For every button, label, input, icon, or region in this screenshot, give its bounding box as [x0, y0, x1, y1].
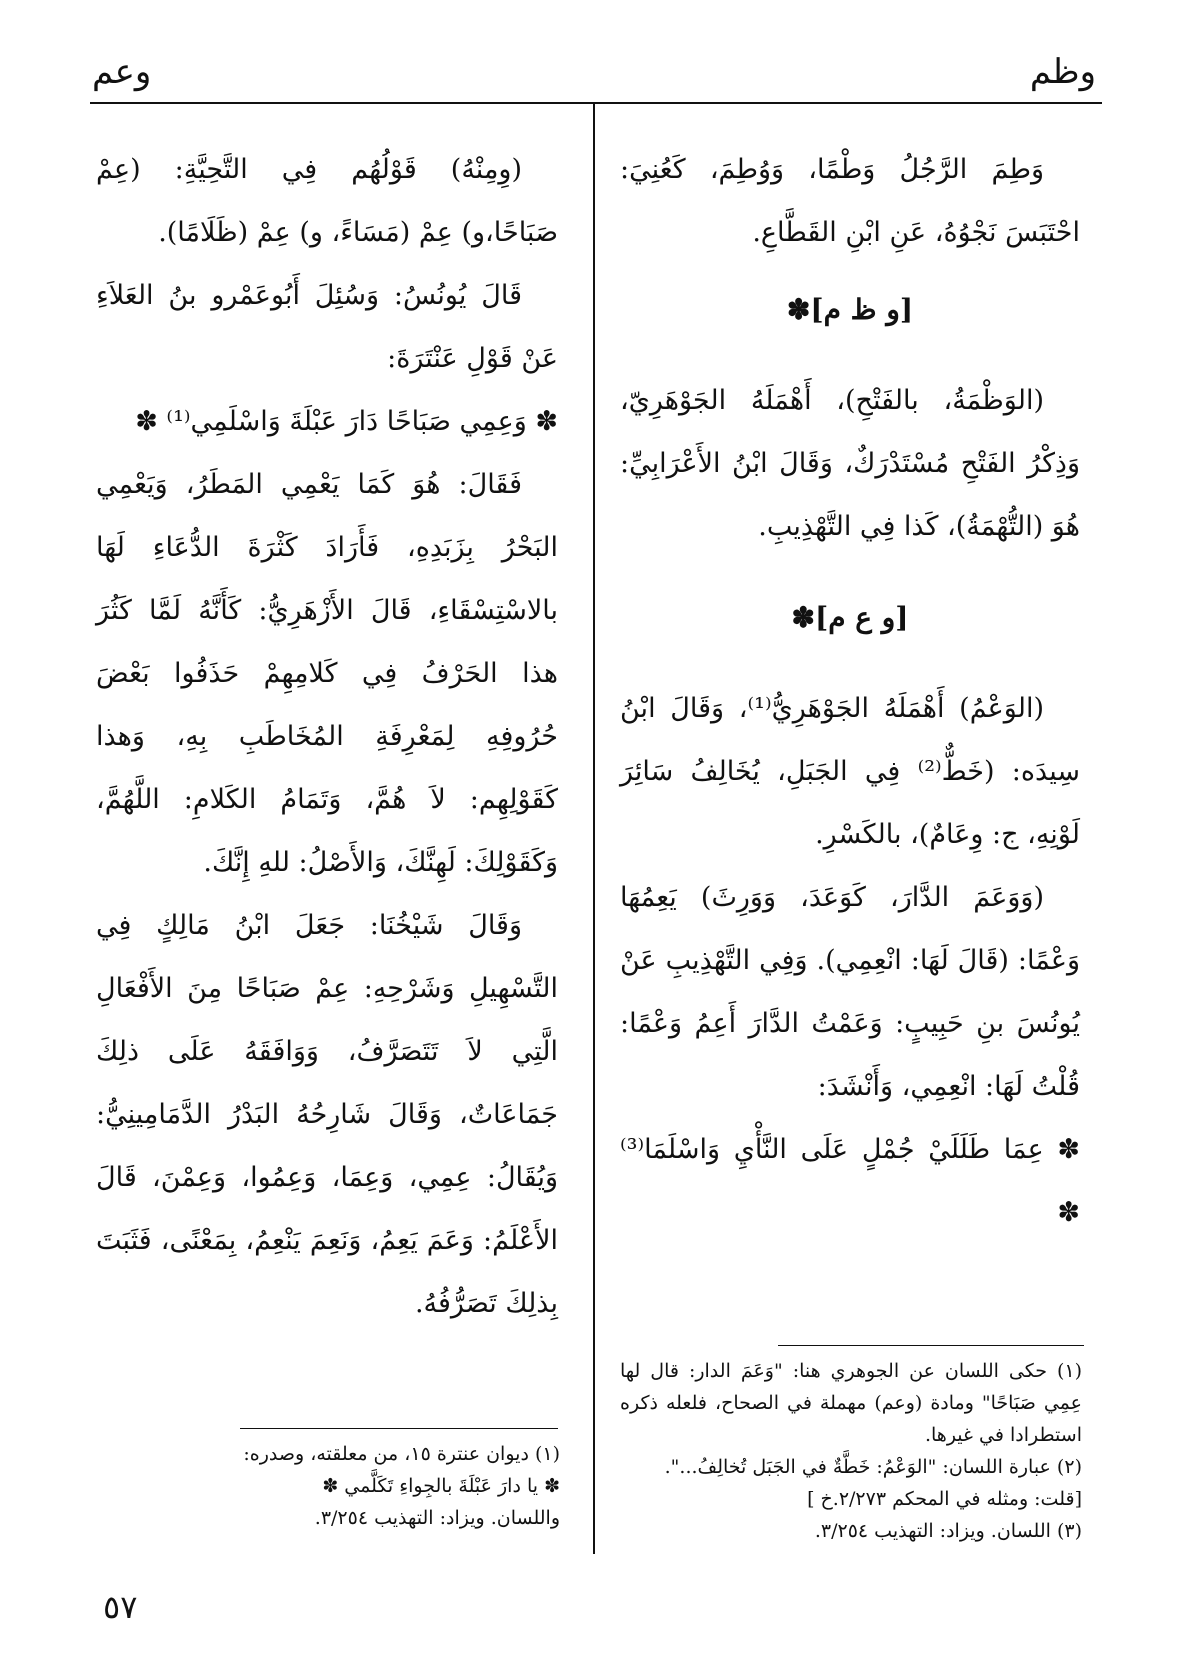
entry-intro-paragraph: وَطِمَ الرَّجُلُ وَطْمًا، وَوُطِمَ، كَعُنِيَ: احْتَبَسَ نَجْوُهُ، عَنِ ابْنِ القَطَّاعِ. [620, 154, 1080, 248]
entry-wam-paragraph-2: (وَوَعَمَ الدَّارَ، كَوَعَدَ، وَوَرِثَ) يَعِمُهَا وَعْمًا: (قَالَ لَهَا: انْعِمِي). وَفِي التَّهْذِيبِ عَنْ يُونُسَ بنِ حَبِيبٍ: وَعَمْتُ الدَّارَ أَعِمُ وَعْمًا: قُلْتُ لَهَا: انْعِمِي، وَأَنْشَدَ: [620, 882, 1080, 1102]
footnotes-left [240, 1438, 560, 1534]
entry-wzm-paragraph: (الوَظْمَةُ، بالفَتْحِ)، أَهْمَلَهُ الجَوْهَرِيّ، وَذِكْرُ الفَتْحِ مُسْتَدْرَكٌ، وَقَالَ ابْنُ الأَعْرَابِيِّ: هُوَ (التُّهْمَةُ)، كَذا فِي التَّهْذِيبِ. [620, 385, 1080, 542]
footnote-rule-left [240, 1428, 558, 1429]
left-paragraph-1: (وِمِنْهُ) قَوْلُهُم فِي التَّحِيَّةِ: (عِمْ صَبَاحًا،و) عِمْ (مَسَاءً، و) عِمْ (ظَلَامًا). [96, 154, 558, 248]
header-entry-left: وعم [92, 52, 152, 92]
right-column [620, 138, 1080, 1244]
footnote-1: (١) حكى اللسان عن الجوهري هنا: "وَعَمَ الدار: قال لها عِمِي صَبَاحًا" ومادة (وعم) مهملة في الصحاح، فلعله ذكره استطرادا في غيرها. [620, 1360, 1082, 1446]
entry-heading-wzm: [و ظ م]✽ [786, 293, 914, 326]
footnote-3: (٣) اللسان. ويزاد: التهذيب ٣/٢٥٤. [814, 1520, 1082, 1542]
footnote-2: (٢) عبارة اللسان: "الوَعْمُ: خَطَّةٌ في الجَبَل تُخالِفُ...". [664, 1456, 1082, 1478]
left-paragraph-2: قَالَ يُونُسُ: وَسُئِلَ أَبُوعَمْرو بنُ العَلاَءِ عَنْ قَوْلِ عَنْتَرَةَ: [96, 280, 558, 374]
left-column [96, 138, 558, 1335]
footnote-left-verse: ✽ يا دارَ عَبْلَةَ بالجِواءِ تَكَلَّمي ✽ [322, 1475, 560, 1497]
header-divider [90, 102, 1102, 104]
footnote-left-tail: واللسان. ويزاد: التهذيب ٣/٢٥٤. [314, 1507, 560, 1529]
footnotes-right [620, 1355, 1082, 1547]
page-number: ٥٧ [103, 1588, 138, 1626]
verse-line-antara: ✽ وَعِمِي صَبَاحًا دَارَ عَبْلَةَ وَاسْلَمِي⁽¹⁾ ✽ [135, 406, 558, 437]
entry-heading-wam: [و ع م]✽ [791, 601, 909, 634]
footnote-rule-right [778, 1345, 1084, 1346]
left-paragraph-3: فَقَالَ: هُوَ كَمَا يَعْمِي المَطَرُ، وَيَعْمِي البَحْرُ بِزَبَدِهِ، فَأَرَادَ كَثْرَةَ الدُّعَاءِ لَهَا بالاسْتِسْقَاءِ، قَالَ الأَزْهَرِيُّ: كَأَنَّهُ لَمَّا كَثُرَ هذا الحَرْفُ فِي كَلامِهِمْ حَذَفُوا بَعْضَ حُرُوفِهِ لِمَعْرِفَةِ المُخَاطَبِ بِهِ، وَهذا كَقَوْلِهِم: لاَ هُمَّ، وَتَمَامُ الكَلامِ: اللَّهُمَّ، وَكَقَوْلِكَ: لَهِنَّكَ، وَالأَصْلُ: للهِ إِنَّكَ. [96, 469, 558, 878]
verse-line: ✽ عِمَا طَلَلَيْ جُمْلٍ عَلَى النَّأْيِ وَاسْلَمَا⁽³⁾ ✽ [620, 1134, 1080, 1228]
column-divider [593, 104, 595, 1554]
header-entry-right: وظم [1029, 52, 1096, 92]
entry-wam-paragraph-1: (الوَعْمُ) أَهْمَلَهُ الجَوْهَرِيُّ⁽¹⁾، وَقَالَ ابْنُ سِيدَه: (خَطٌّ⁽²⁾ فِي الجَبَلِ، يُخَالِفُ سَائِرَ لَوْنِهِ، ج: وِعَامٌ)، بالكَسْرِ. [620, 693, 1080, 850]
footnote-left-1: (١) ديوان عنترة ١٥، من معلقته، وصدره: [243, 1443, 560, 1465]
footnote-2-note: [قلت: ومثله في المحكم ٢/٢٧٣.خ ] [807, 1488, 1082, 1510]
left-paragraph-4: وَقَالَ شَيْخُنَا: جَعَلَ ابْنُ مَالِكٍ فِي التَّسْهِيلِ وَشَرْحِهِ: عِمْ صَبَاحًا مِنَ الأَفْعَالِ الَّتِي لاَ تَتَصَرَّفُ، وَوَافَقَهُ عَلَى ذلِكَ جَمَاعَاتٌ، وَقَالَ شَارِحُهُ البَدْرُ الدَّمَامِينِيُّ: وَيُقَالُ: عِمِي، وَعِمَا، وَعِمُوا، وَعِمْنَ، قَالَ الأَعْلَمُ: وَعَمَ يَعِمُ، وَنَعِمَ يَنْعِمُ، بِمَعْنًى، فَثَبَتَ بِذلِكَ تَصَرُّفُهُ. [96, 910, 558, 1319]
